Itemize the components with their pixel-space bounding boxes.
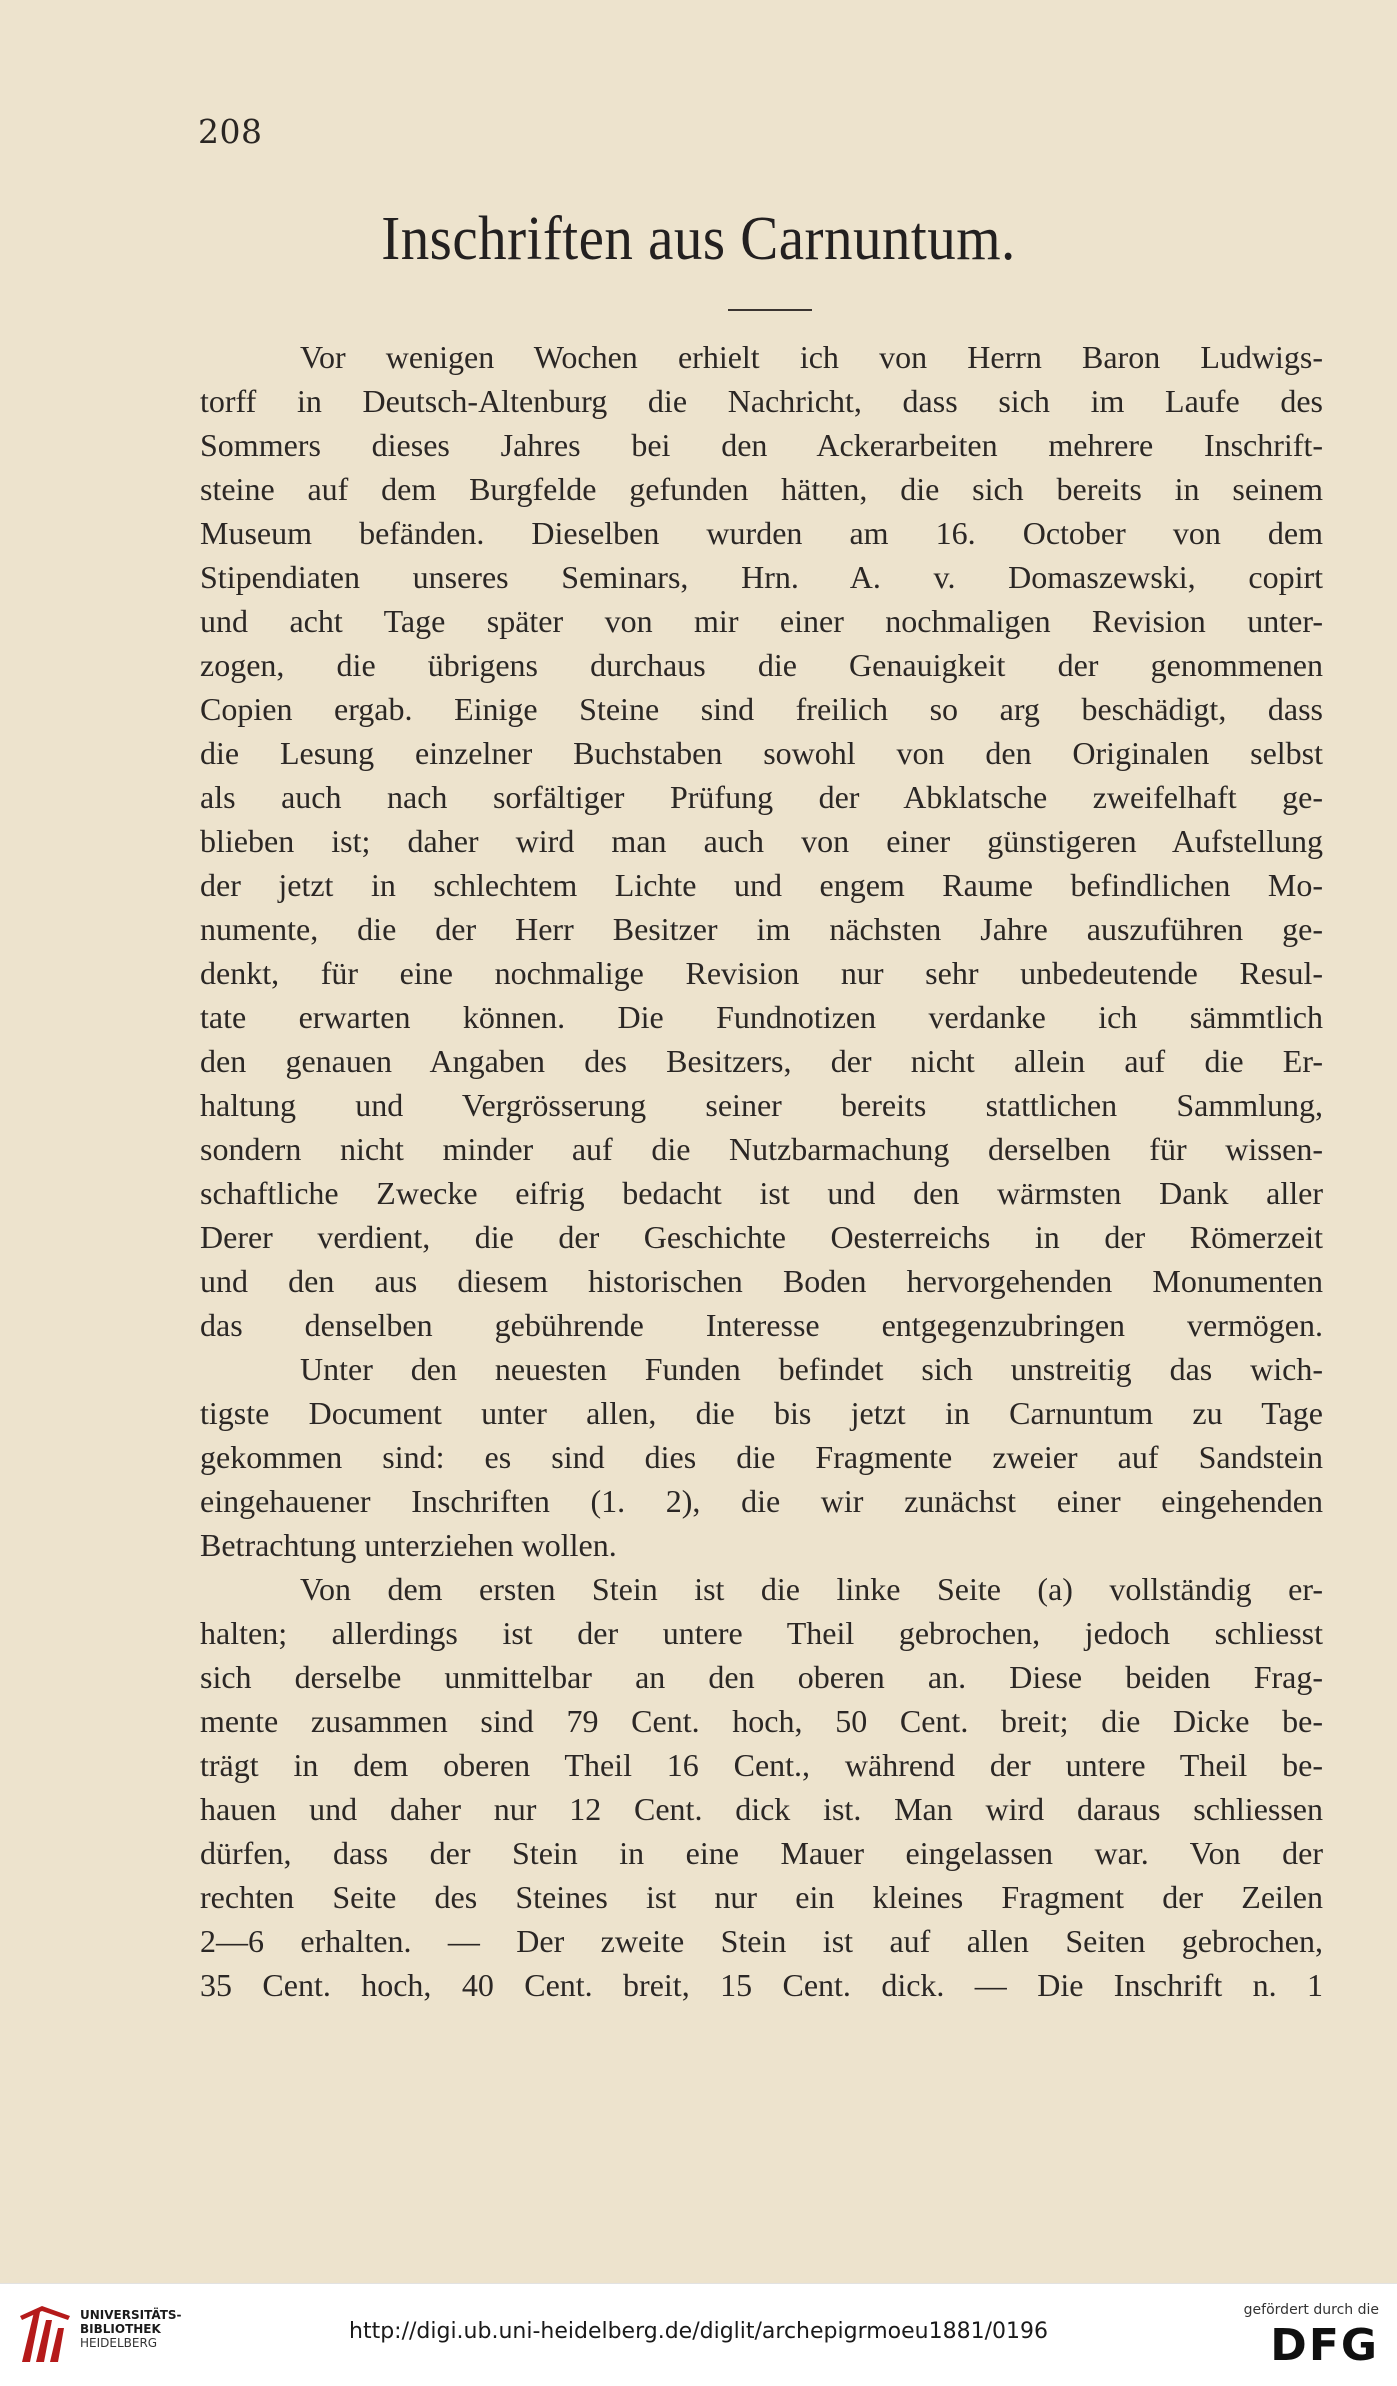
library-name-line: BIBLIOTHEK [80,2322,161,2336]
text-line: Sommers dieses Jahres bei den Ackerarbeiten mehrere Inschrift- [200,427,1323,463]
text-line: als auch nach sorfältiger Prüfung der Abklatsche zweifelhaft ge- [200,779,1323,815]
text-line: mente zusammen sind 79 Cent. hoch, 50 Cent. breit; die Dicke be- [200,1703,1323,1739]
text-line: gekommen sind: es sind dies die Fragmente zweier auf Sandstein [200,1439,1323,1475]
text-line: blieben ist; daher wird man auch von einer günstigeren Aufstellung [200,823,1323,859]
text-line: Museum befänden. Dieselben wurden am 16. October von dem [200,515,1323,551]
paragraph-2 [200,1347,1323,1567]
title-divider [728,309,812,311]
text-line: Copien ergab. Einige Steine sind freilich so arg beschädigt, dass [200,691,1323,727]
text-line: steine auf dem Burgfelde gefunden hätten, die sich bereits in seinem [200,471,1323,507]
text-line: halten; allerdings ist der untere Theil gebrochen, jedoch schliesst [200,1615,1323,1651]
paragraph-1 [200,335,1323,1347]
text-line: die Lesung einzelner Buchstaben sowohl von den Originalen selbst [200,735,1323,771]
text-line: sondern nicht minder auf die Nutzbarmachung derselben für wissen- [200,1131,1323,1167]
text-line: der jetzt in schlechtem Lichte und engem Raume befindlichen Mo- [200,867,1323,903]
text-line: rechten Seite des Steines ist nur ein kleines Fragment der Zeilen [200,1879,1323,1915]
text-line: Betrachtung unterziehen wollen. [200,1527,617,1563]
text-line: numente, die der Herr Besitzer im nächsten Jahre auszuführen ge- [200,911,1323,947]
text-line: Derer verdient, die der Geschichte Oesterreichs in der Römerzeit [200,1219,1323,1255]
text-line: Vor wenigen Wochen erhielt ich von Herrn Baron Ludwigs- [300,339,1323,375]
text-line: und acht Tage später von mir einer nochmaligen Revision unter- [200,603,1323,639]
text-line: denkt, für eine nochmalige Revision nur sehr unbedeutende Resul- [200,955,1323,991]
text-line: eingehauener Inschriften (1. 2), die wir zunächst einer eingehenden [200,1483,1323,1519]
body-text [200,335,1323,2007]
library-name-line: HEIDELBERG [80,2336,158,2350]
page-number: 208 [198,112,263,151]
text-line: trägt in dem oberen Theil 16 Cent., während der untere Theil be- [200,1747,1323,1783]
text-line: Stipendiaten unseres Seminars, Hrn. A. v. Domaszewski, copirt [200,559,1323,595]
text-line: das denselben gebührende Interesse entgegenzubringen vermögen. [200,1307,1323,1343]
text-line: und den aus diesem historischen Boden hervorgehenden Monumenten [200,1263,1323,1299]
text-line: 2—6 erhalten. — Der zweite Stein ist auf allen Seiten gebrochen, [200,1923,1323,1959]
text-line: dürfen, dass der Stein in eine Mauer eingelassen war. Von der [200,1835,1323,1871]
text-line: tigste Document unter allen, die bis jetzt in Carnuntum zu Tage [200,1395,1323,1431]
text-line: Unter den neuesten Funden befindet sich unstreitig das wich- [300,1351,1323,1387]
text-line: Von dem ersten Stein ist die linke Seite (a) vollständig er- [300,1571,1323,1607]
text-line: haltung und Vergrösserung seiner bereits stattlichen Sammlung, [200,1087,1323,1123]
dfg-logo-icon: DFG [1270,2320,1379,2371]
library-name-line: UNIVERSITÄTS- [80,2308,182,2322]
text-line: schaftliche Zwecke eifrig bedacht ist und den wärmsten Dank aller [200,1175,1323,1211]
text-line: sich derselbe unmittelbar an den oberen an. Diese beiden Frag- [200,1659,1323,1695]
permalink-url[interactable]: http://digi.ub.uni-heidelberg.de/diglit/archepigrmoeu1881/0196 [349,2319,1048,2344]
text-line: tate erwarten können. Die Fundnotizen verdanke ich sämmtlich [200,999,1323,1035]
text-line: den genauen Angaben des Besitzers, der nicht allein auf die Er- [200,1043,1323,1079]
text-line: 35 Cent. hoch, 40 Cent. breit, 15 Cent. dick. — Die Inschrift n. 1 [200,1967,1323,2003]
text-line: zogen, die übrigens durchaus die Genauigkeit der genommenen [200,647,1323,683]
text-line: hauen und daher nur 12 Cent. dick ist. Man wird daraus schliessen [200,1791,1323,1827]
viewer-footer [0,2283,1397,2386]
text-line: torff in Deutsch-Altenburg die Nachricht, dass sich im Laufe des [200,383,1323,419]
funding-credit [1229,2302,1379,2371]
funding-note: gefördert durch die [1243,2302,1379,2318]
paragraph-3 [200,1567,1323,2007]
page-title: Inschriften aus Carnuntum. [381,205,1016,273]
